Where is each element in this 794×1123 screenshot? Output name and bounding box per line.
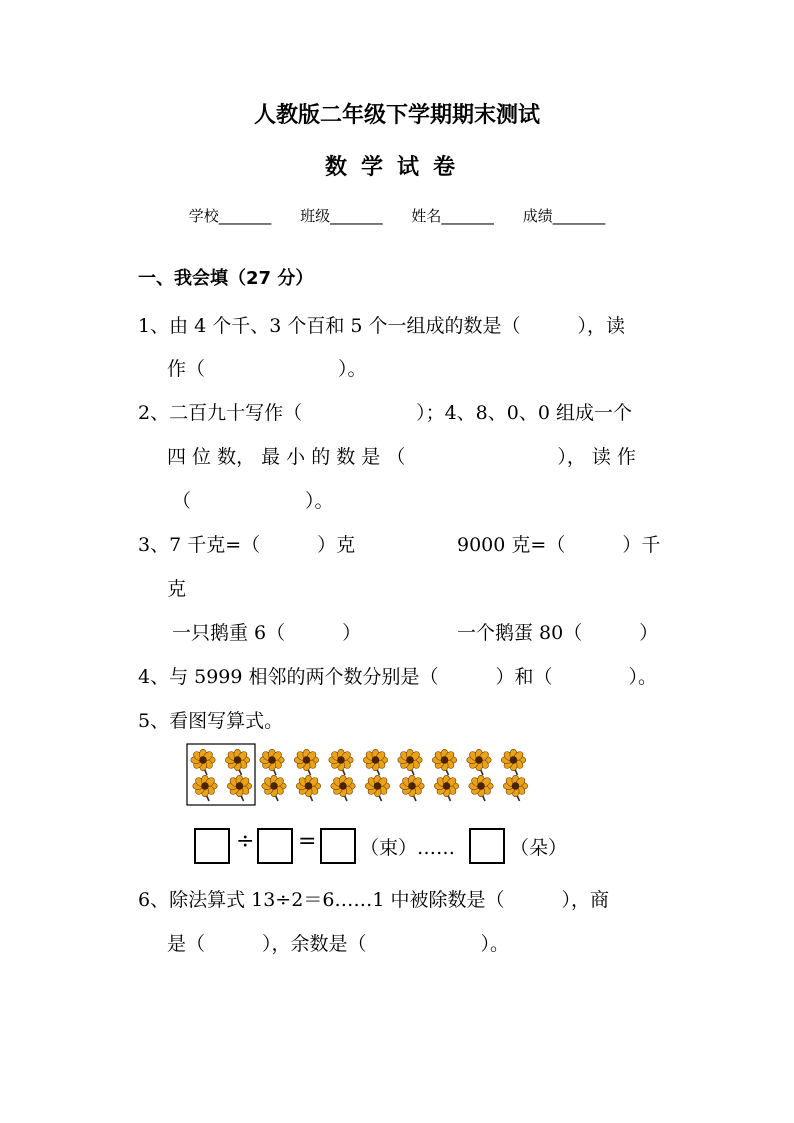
question-3-line-2: 克	[167, 578, 187, 600]
flower-icon	[501, 749, 525, 775]
school-field[interactable]: 学校_______	[188, 207, 272, 225]
score-field[interactable]: 成绩_______	[522, 207, 606, 225]
unit-bunch: （束）……	[360, 837, 456, 859]
divide-sign: ÷	[236, 829, 255, 854]
question-3-line-3b: 一个鹅蛋 80（ ）	[457, 622, 659, 644]
flower-icon	[432, 749, 456, 775]
question-2-line-3: （ ）。	[172, 490, 334, 512]
equals-sign: =	[298, 829, 317, 854]
flower-icon	[225, 749, 249, 775]
flower-icon	[296, 775, 320, 801]
question-1-line-1: 1、由 4 个千、3 个百和 5 个一组成的数是（ ），读	[138, 315, 626, 337]
class-field[interactable]: 班级_______	[300, 207, 383, 225]
answer-box-divisor[interactable]	[257, 828, 293, 864]
question-3-line-3a: 一只鹅重 6（ ）	[172, 622, 362, 644]
flower-icon	[331, 775, 355, 801]
flower-icon	[398, 749, 422, 775]
question-4-line-1: 4、与 5999 相邻的两个数分别是（ ）和（ ）。	[138, 666, 658, 688]
unit-flower: （朵）	[510, 837, 568, 859]
flower-icon	[467, 749, 491, 775]
question-2-line-2: 四 位 数， 最 小 的 数 是 （ ）， 读 作	[167, 446, 636, 468]
answer-box-dividend[interactable]	[194, 828, 230, 864]
flowers-image	[186, 743, 566, 807]
flower-icon	[400, 775, 424, 801]
question-6-line-2: 是（ ），余数是（ ）。	[167, 933, 510, 955]
question-2-line-1: 2、二百九十写作（ ）；4、8、0、0 组成一个	[138, 402, 632, 424]
student-info-row	[0, 205, 794, 226]
flower-icon	[469, 775, 493, 801]
flower-icon	[260, 749, 284, 775]
name-field[interactable]: 姓名_______	[411, 207, 494, 225]
flower-icon	[262, 775, 286, 801]
flower-icon	[227, 775, 251, 801]
answer-box-quotient[interactable]	[320, 828, 356, 864]
flower-icon	[193, 775, 217, 801]
flower-icon	[363, 749, 387, 775]
answer-box-remainder[interactable]	[469, 828, 505, 864]
question-5-line-1: 5、看图写算式。	[138, 710, 284, 732]
question-6-line-1: 6、除法算式 13÷2＝6……1 中被除数是（ ），商	[138, 889, 610, 911]
question-3-line-1b: 9000 克=（ ）千	[457, 534, 661, 556]
question-3-line-1a: 3、7 千克=（ ）克	[138, 534, 356, 556]
flower-icon	[434, 775, 458, 801]
flower-icon	[503, 775, 527, 801]
question-1-line-2: 作（ ）。	[167, 358, 367, 380]
flower-icon	[191, 749, 215, 775]
flower-icon	[365, 775, 389, 801]
section-title: 一、我会填（27 分）	[138, 268, 314, 289]
flower-icon	[329, 749, 353, 775]
page-title: 人教版二年级下学期期末测试	[253, 103, 540, 128]
flower-icon	[294, 749, 318, 775]
page-subtitle: 数学试卷	[324, 155, 469, 180]
